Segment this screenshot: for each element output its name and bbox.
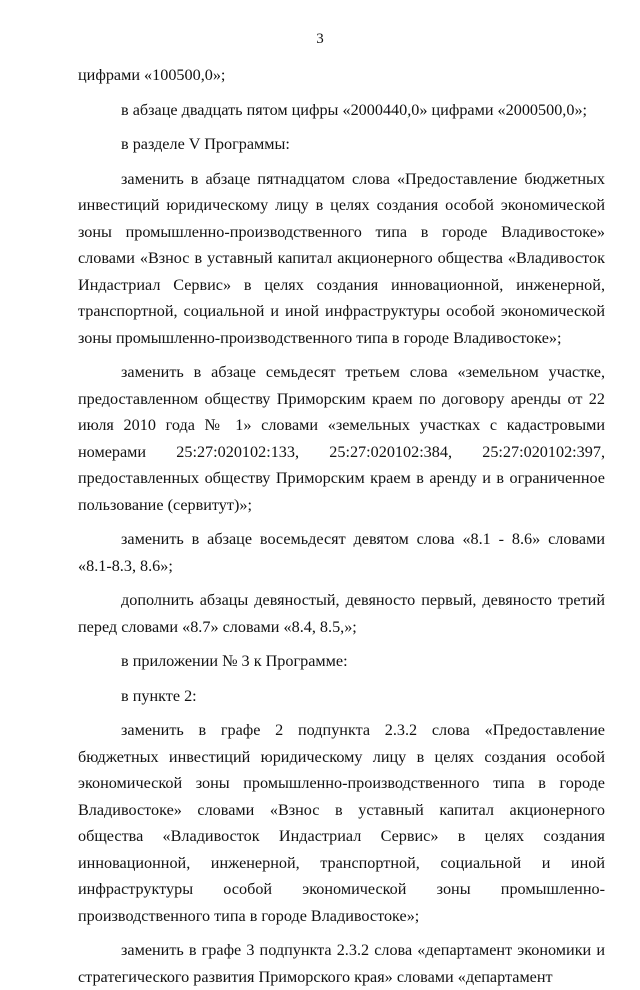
paragraph-continuation: цифрами «100500,0»; [78, 66, 226, 84]
paragraph-item: в приложении № 3 к Программе: [121, 652, 348, 670]
paragraph-item: заменить в абзаце пятнадцатом слова «Предоставление бюджетных инвестиций юридическому лицу в целях создания особой экономической зоны промышленно-производственного типа в городе Владивостоке» словами «Взнос в уставный капитал акционерного общества «Владивосток Индастриал Сервис» в целях создания инновационной, инженерной, транспортной, социальной и иной инфраструктуры особой экономической зоны промышленно-производственного типа в городе Владивостоке»; [78, 169, 605, 347]
document-body [78, 62, 605, 990]
paragraph-item: в разделе V Программы: [121, 135, 290, 153]
paragraph-item: в пункте 2: [121, 686, 197, 705]
paragraph-item: заменить в графе 2 подпункта 2.3.2 слова «Предоставление бюджетных инвестиций юридическому лицу в целях создания особой экономической зоны промышленно-производственного типа в городе Владивостоке» словами «Взнос в уставный капитал акционерного общества «Владивосток Индастриал Сервис» в целях создания инновационной, инженерной, транспортной, социальной и иной инфраструктуры особой экономической зоны промышленно-производственного типа в городе Владивостоке»; [78, 721, 605, 925]
paragraph-item: в абзаце двадцать пятом цифры «2000440,0» цифрами «2000500,0»; [121, 100, 588, 119]
paragraph-item: заменить в абзаце восемьдесят девятом слова «8.1 - 8.6» словами «8.1-8.3, 8.6»; [78, 530, 605, 575]
paragraph-item: дополнить абзацы девяностый, девяносто первый, девяносто третий перед словами «8.7» словами «8.4, 8.5,»; [78, 591, 605, 636]
paragraph-item: заменить в абзаце семьдесят третьем слова «земельном участке, предоставленном обществу Приморским краем по договору аренды от 22 июля 2010 года № 1» словами «земельных участках с кадастровыми номерами 25:27:020102:133, 25:27:020102:384, 25:27:020102:397, предоставленных обществу Приморским краем в аренду и в ограниченное пользование (сервитут)»; [78, 363, 605, 514]
page-number: 3 [316, 31, 324, 47]
paragraph-item: заменить в графе 3 подпункта 2.3.2 слова «департамент экономики и стратегического развития Приморского края» словами «департамент [78, 941, 605, 986]
